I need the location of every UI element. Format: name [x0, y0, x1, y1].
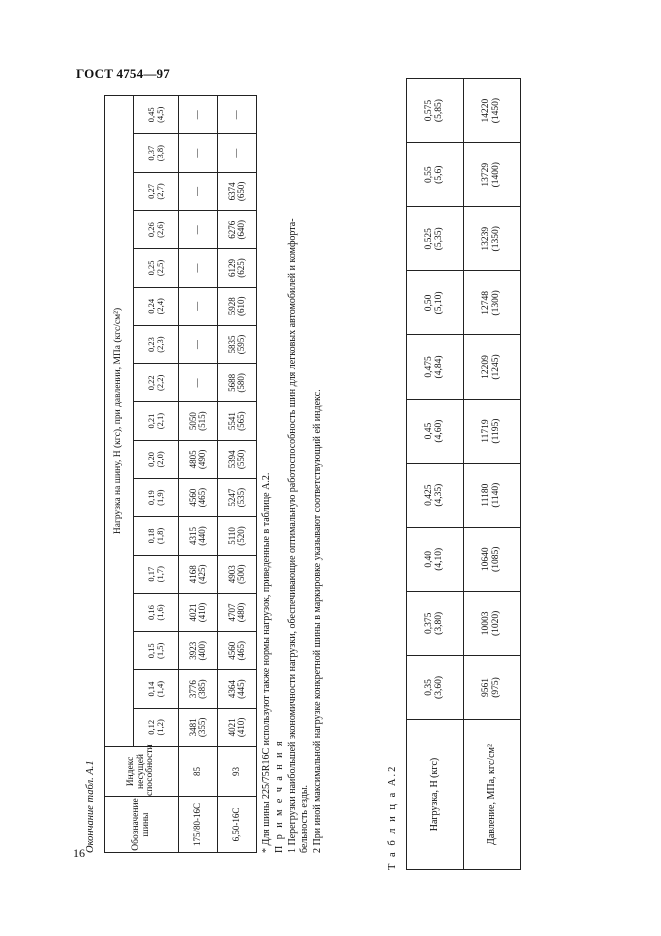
load-cell [464, 79, 521, 143]
load-cell-value: 4364 [226, 680, 237, 699]
pressure-header [134, 287, 179, 325]
pressure-cell [407, 79, 464, 143]
pressure-cell [407, 655, 464, 719]
tire-designation: 6,50-16С [218, 797, 257, 853]
pressure-header [134, 364, 179, 402]
pressure-header-kgf: (1,9) [155, 489, 165, 506]
load-cell-value: 11719 [481, 419, 492, 443]
pressure-header [134, 96, 179, 135]
load-cell-kgf: (465) [197, 487, 207, 508]
pressure-header [134, 555, 179, 593]
load-cell-value: — [192, 340, 203, 350]
pressure-header [134, 325, 179, 363]
table-a1 [104, 95, 257, 853]
load-cell-value: 5050 [187, 412, 198, 431]
load-cell-kgf: (410) [236, 717, 246, 738]
load-cell-kgf: (580) [236, 373, 246, 393]
load-cell [464, 143, 521, 207]
pressure-cell-kgf: (5,6) [434, 165, 444, 184]
load-cell-kgf: (515) [197, 411, 207, 431]
pressure-header [134, 172, 179, 210]
note-2: 2 При иной максимальной нагрузке конкретной шины в маркировке указывают соответствующий ей индекс. [312, 389, 324, 853]
load-cell [179, 172, 218, 210]
load-cell [218, 96, 257, 135]
load-cell-kgf: (465) [236, 641, 246, 661]
load-cell-kgf: (520) [236, 526, 246, 546]
load-cell-kgf: (1085) [491, 546, 501, 572]
pressure-header [134, 517, 179, 555]
pressure-header-value: 0,45 [146, 107, 157, 123]
pressure-cell [407, 271, 464, 335]
pressure-header [134, 479, 179, 517]
load-cell [218, 211, 257, 249]
load-cell [179, 708, 218, 746]
load-cell-value: — [192, 148, 203, 158]
notes-title: П р и м е ч а н и я [273, 739, 285, 853]
load-cell-kgf: (565) [236, 411, 246, 431]
load-cell-value: 4560 [226, 641, 237, 660]
pressure-cell-value: 0,45 [424, 422, 435, 440]
pressure-cell-value: 0,375 [424, 612, 435, 635]
pressure-cell-kgf: (3,80) [434, 611, 444, 635]
pressure-cell-value: 0,425 [424, 484, 435, 506]
load-cell [464, 463, 521, 527]
pressure-header-kgf: (2,2) [155, 374, 165, 391]
load-cell-kgf: (385) [197, 679, 207, 699]
pressure-header [134, 632, 179, 670]
load-cell-kgf: (975) [491, 677, 501, 698]
pressure-cell [407, 335, 464, 399]
load-cell-kgf: (490) [197, 449, 207, 470]
pressure-header-value: 0,22 [146, 375, 157, 391]
load-cell-kgf: (440) [197, 526, 207, 546]
pressure-cell-kgf: (4,35) [434, 483, 444, 507]
load-cell [464, 271, 521, 335]
pressure-cell-kgf: (4,60) [434, 419, 444, 443]
load-cell [464, 399, 521, 463]
note-1-cont: бельность езды. [299, 784, 311, 853]
pressure-cell-value: 0,475 [424, 356, 435, 378]
load-cell-value: 9561 [481, 677, 492, 697]
load-cell-value: 3923 [187, 641, 198, 660]
load-cell-kgf: (610) [236, 296, 246, 317]
load-cell-kgf: (1450) [491, 97, 501, 124]
pressure-header [134, 708, 179, 746]
load-cell [218, 555, 257, 593]
load-cell-value: 3776 [187, 680, 198, 699]
pressure-cell-kgf: (5,10) [434, 291, 444, 315]
load-cell-value: 6129 [226, 258, 237, 277]
load-cell-kgf: (650) [236, 181, 246, 202]
load-cell [218, 325, 257, 363]
load-cell-value: 5928 [226, 297, 237, 316]
pressure-header-kgf: (1,4) [155, 680, 165, 698]
load-cell-value: 6374 [226, 182, 237, 201]
load-cell [464, 655, 521, 719]
pressure-header-value: 0,20 [146, 451, 157, 467]
pressure-header [134, 402, 179, 440]
load-cell [464, 527, 521, 591]
load-cell-kgf: (1300) [491, 290, 501, 316]
table-row [218, 96, 257, 853]
load-cell [179, 440, 218, 478]
load-cell-value: 12748 [481, 291, 492, 315]
pressure-header-value: 0,18 [146, 528, 157, 544]
load-cell [179, 96, 218, 135]
col-index-header: Индекс несущей способности [105, 747, 179, 797]
load-cell [464, 207, 521, 271]
load-cell-kgf: (640) [236, 219, 246, 240]
load-cell [179, 517, 218, 555]
load-cell-value: 14220 [481, 98, 492, 123]
pressure-cell [407, 463, 464, 527]
load-cell-value: — [192, 263, 203, 273]
load-cell [179, 670, 218, 708]
load-cell-value: 4021 [226, 718, 237, 737]
table-a2-block [384, 70, 604, 870]
pressure-header-value: 0,23 [146, 337, 157, 352]
pressure-cell-kgf: (3,60) [434, 675, 444, 699]
load-cell-value: 4315 [187, 526, 198, 545]
pressure-header-kgf: (1,5) [155, 642, 165, 659]
pressure-header-kgf: (2,7) [155, 183, 165, 200]
load-cell-kgf: (445) [236, 679, 246, 699]
load-cell-value: — [192, 378, 203, 388]
load-cell [179, 479, 218, 517]
load-cell-kgf: (535) [236, 487, 246, 508]
load-cell-value: 5247 [226, 488, 237, 507]
load-cell [179, 555, 218, 593]
pressure-cell [407, 207, 464, 271]
load-cell-value: 6276 [226, 220, 237, 239]
table-a1-notes [261, 83, 325, 853]
load-cell-value: 4021 [187, 603, 198, 622]
load-cell-kgf: (550) [236, 449, 246, 470]
load-cell-value: 10640 [481, 547, 492, 572]
load-header: Нагрузка на шину, Н (кгс), при давлении, МПа (кгс/см²) [105, 96, 134, 747]
load-cell [179, 593, 218, 631]
load-cell [179, 287, 218, 325]
load-cell [218, 632, 257, 670]
load-cell-value: — [231, 148, 242, 158]
pressure-header-value: 0,17 [146, 566, 157, 582]
pressure-header [134, 593, 179, 631]
pressure-header-kgf: (1,7) [155, 566, 165, 583]
load-cell-value: 4168 [187, 565, 198, 584]
load-cell [218, 708, 257, 746]
load-cell-kgf: (1350) [491, 226, 501, 252]
load-cell-kgf: (355) [197, 717, 207, 738]
pressure-header-value: 0,26 [146, 222, 157, 238]
pressure-header-kgf: (2,4) [155, 298, 165, 315]
pressure-header [134, 249, 179, 287]
load-cell [179, 211, 218, 249]
load-cell-value: 4707 [226, 603, 237, 622]
load-cell-value: 5110 [226, 527, 237, 545]
load-cell-kgf: (1195) [491, 418, 501, 444]
load-cell-value: — [192, 301, 203, 311]
pressure-cell-value: 0,55 [424, 166, 435, 184]
pressure-cell-kgf: (4,84) [434, 355, 444, 379]
load-cell [464, 591, 521, 655]
pressure-cell-value: 0,35 [424, 679, 435, 696]
load-cell-value: 13239 [481, 226, 492, 251]
pressure-header [134, 134, 179, 172]
pressure-header-value: 0,15 [146, 643, 157, 659]
standard-header: ГОСТ 4754—97 [76, 66, 170, 81]
load-cell [218, 440, 257, 478]
pressure-header-kgf: (2,1) [155, 412, 165, 430]
pressure-cell [407, 591, 464, 655]
load-cell [179, 325, 218, 363]
pressure-header-value: 0,16 [146, 605, 157, 620]
load-cell-value: 5688 [226, 373, 237, 392]
pressure-header [134, 211, 179, 249]
load-cell [218, 402, 257, 440]
pressure-header-kgf: (2,5) [155, 259, 165, 277]
load-cell [464, 335, 521, 399]
load-cell-kgf: (480) [236, 602, 246, 623]
load-cell [179, 134, 218, 172]
pressure-header-kgf: (1,2) [155, 719, 165, 736]
load-cell [218, 517, 257, 555]
load-cell [218, 287, 257, 325]
table-a2 [406, 78, 521, 870]
table-a1-caption: Окончание табл. А.1 [85, 760, 96, 853]
load-cell-kgf: (1140) [491, 482, 501, 508]
pressure-header-kgf: (1,8) [155, 527, 165, 545]
row-label-pressure: Давление, МПа, кгс/см² [464, 720, 521, 870]
load-cell [218, 593, 257, 631]
load-cell-kgf: (1400) [491, 162, 501, 188]
pressure-header-value: 0,14 [146, 681, 157, 697]
load-cell-kgf: (1245) [491, 354, 501, 380]
load-index: 93 [218, 747, 257, 797]
load-cell [218, 134, 257, 172]
pressure-header-kgf: (3,8) [155, 145, 165, 162]
page-number: 16 [73, 846, 85, 860]
load-cell-value: — [231, 110, 242, 120]
load-cell-kgf: (410) [197, 602, 207, 623]
load-cell-value: 4805 [187, 450, 198, 469]
row-label-load: Нагрузка, Н (кгс) [407, 720, 464, 870]
col-designation-header: Обозначение шины [105, 797, 179, 853]
pressure-cell-kgf: (5,35) [434, 227, 444, 251]
pressure-header-value: 0,12 [146, 719, 157, 735]
pressure-header-value: 0,37 [146, 145, 157, 161]
load-cell [218, 479, 257, 517]
pressure-cell [407, 527, 464, 591]
load-cell-value: 5394 [226, 450, 237, 469]
pressure-header-value: 0,25 [146, 260, 157, 276]
tire-designation: 175/80-16С [179, 797, 218, 853]
load-cell-value: 13729 [481, 162, 492, 187]
table-a2-caption: Т а б л и ц а А.2 [387, 764, 398, 870]
load-cell-kgf: (400) [197, 641, 207, 661]
load-cell [218, 364, 257, 402]
load-cell-value: — [192, 110, 203, 120]
pressure-cell [407, 143, 464, 207]
load-cell-kgf: (500) [236, 564, 246, 584]
load-cell-value: 11180 [481, 483, 492, 507]
load-cell-value: — [192, 186, 203, 196]
load-cell-value: 3481 [187, 718, 198, 737]
load-cell-value: 5541 [226, 412, 237, 431]
load-cell [179, 249, 218, 287]
load-cell-value: 12209 [481, 355, 492, 379]
pressure-header-kgf: (2,3) [155, 336, 165, 353]
load-cell-value: 5835 [226, 335, 237, 354]
load-cell [179, 632, 218, 670]
pressure-header-value: 0,19 [146, 490, 157, 506]
pressure-cell [407, 399, 464, 463]
pressure-header-value: 0,24 [146, 298, 157, 314]
footnote: * Для шины 225/75R16С используют также нормы нагрузок, приведенные в таблице А.2. [261, 472, 272, 853]
load-index: 85 [179, 747, 218, 797]
load-cell [218, 670, 257, 708]
note-1: 1 Перегрузки наибольшей экономичности нагрузки, обеспечивающие оптимальную работоспособность шин для легковых автомобилей и комфорта- [286, 218, 298, 853]
pressure-header [134, 440, 179, 478]
pressure-cell-value: 0,525 [424, 228, 435, 250]
pressure-cell-value: 0,575 [424, 99, 435, 122]
pressure-header-value: 0,21 [146, 413, 157, 429]
pressure-header-kgf: (1,6) [155, 604, 165, 621]
load-cell-kgf: (1020) [491, 610, 501, 637]
load-cell-value: 4903 [226, 565, 237, 584]
pressure-header-value: 0,27 [146, 183, 157, 199]
table-row [179, 96, 218, 853]
load-cell [218, 249, 257, 287]
pressure-cell-value: 0,50 [424, 294, 435, 312]
load-cell [218, 172, 257, 210]
load-cell-kgf: (625) [236, 258, 246, 278]
pressure-cell-kgf: (4,10) [434, 547, 444, 571]
load-cell [179, 402, 218, 440]
pressure-header-kgf: (4,5) [155, 106, 165, 123]
load-cell [179, 364, 218, 402]
table-a1-block [82, 85, 324, 853]
pressure-header-kgf: (2,6) [155, 221, 165, 238]
load-cell-value: 4560 [187, 488, 198, 507]
pressure-cell-value: 0,40 [424, 550, 435, 568]
load-cell-value: 10003 [481, 611, 492, 636]
load-cell-kgf: (595) [236, 334, 246, 355]
load-cell-kgf: (425) [197, 564, 207, 584]
pressure-header-kgf: (2,0) [155, 451, 165, 468]
load-cell-value: — [192, 225, 203, 235]
pressure-cell-kgf: (5,85) [434, 99, 444, 123]
pressure-header [134, 670, 179, 708]
